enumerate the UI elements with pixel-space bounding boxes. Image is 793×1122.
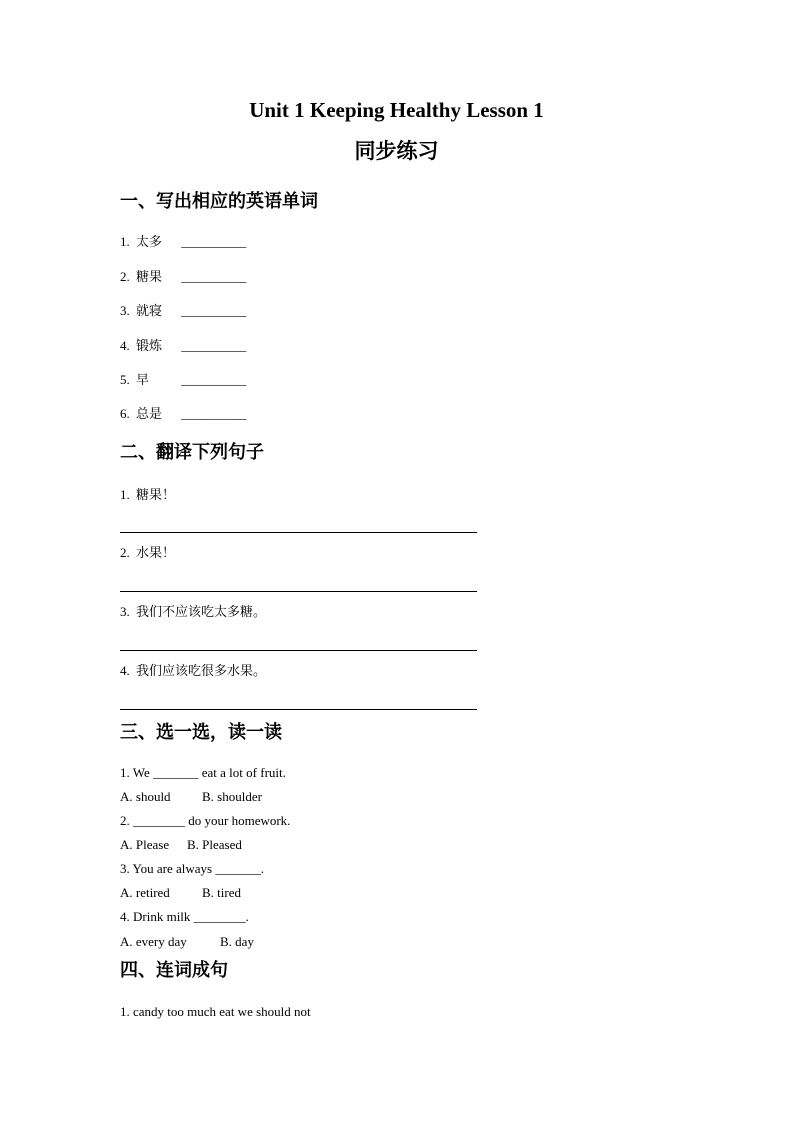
option-a[interactable]: A. Please — [120, 837, 170, 852]
choice-question: 3. You are always _______. — [120, 861, 265, 876]
answer-line[interactable] — [120, 709, 477, 710]
item-number: 4. — [120, 663, 130, 678]
answer-blank[interactable]: __________ — [181, 269, 247, 284]
answer-line[interactable] — [120, 532, 477, 533]
vocab-word: 锻炼 — [136, 339, 163, 354]
vocab-item — [120, 233, 246, 252]
answer-blank[interactable]: __________ — [181, 372, 247, 387]
translate-sentence: 水果！ — [136, 546, 176, 561]
page-title: Unit 1 Keeping Healthy Lesson 1 — [249, 98, 544, 122]
vocab-word: 就寝 — [136, 304, 163, 319]
choice-options — [120, 933, 254, 951]
option-b[interactable]: B. shoulder — [202, 789, 262, 804]
item-number: 6. — [120, 406, 130, 421]
item-number: 4. — [120, 338, 130, 353]
section2-heading: 二、翻译下列句子 — [120, 442, 264, 463]
vocab-word: 总是 — [136, 407, 163, 422]
page-subtitle: 同步练习 — [354, 139, 439, 163]
translate-item — [120, 603, 266, 622]
vocab-item — [120, 371, 246, 390]
option-a[interactable]: A. every day — [120, 934, 187, 949]
item-number: 2. — [120, 545, 130, 560]
answer-line[interactable] — [120, 591, 477, 592]
vocab-item — [120, 268, 246, 287]
choice-options — [120, 836, 242, 854]
item-number: 5. — [120, 372, 130, 387]
translate-item — [120, 544, 175, 563]
section4-heading: 四、连词成句 — [120, 960, 228, 981]
option-b[interactable]: B. tired — [202, 885, 241, 900]
vocab-word: 糖果 — [136, 270, 163, 285]
translate-item — [120, 486, 175, 505]
option-a[interactable]: A. retired — [120, 885, 170, 900]
choice-options — [120, 788, 262, 806]
option-b[interactable]: B. day — [220, 934, 254, 949]
item-number: 3. — [120, 604, 130, 619]
section1-heading: 一、写出相应的英语单词 — [120, 191, 318, 212]
answer-line[interactable] — [120, 650, 477, 651]
answer-blank[interactable]: __________ — [181, 303, 247, 318]
option-b[interactable]: B. Pleased — [187, 837, 242, 852]
answer-blank[interactable]: __________ — [181, 234, 247, 249]
translate-sentence: 我们应该吃很多水果。 — [136, 664, 267, 679]
translate-item — [120, 662, 266, 681]
vocab-item — [120, 337, 246, 356]
option-a[interactable]: A. should — [120, 789, 171, 804]
vocab-item — [120, 302, 246, 321]
translate-sentence: 糖果！ — [136, 488, 176, 503]
item-number: 1. — [120, 234, 130, 249]
scrambled-sentence: 1. candy too much eat we should not — [120, 1004, 311, 1019]
item-number: 1. — [120, 487, 130, 502]
answer-blank[interactable]: __________ — [181, 406, 247, 421]
choice-question: 2. ________ do your homework. — [120, 813, 291, 828]
vocab-item — [120, 405, 246, 424]
translate-sentence: 我们不应该吃太多糖。 — [136, 605, 267, 620]
answer-blank[interactable]: __________ — [181, 338, 247, 353]
choice-options — [120, 884, 241, 902]
choice-question: 4. Drink milk ________. — [120, 909, 249, 924]
vocab-word: 太多 — [136, 235, 163, 250]
item-number: 3. — [120, 303, 130, 318]
choice-question: 1. We _______ eat a lot of fruit. — [120, 765, 286, 780]
item-number: 2. — [120, 269, 130, 284]
vocab-word: 早 — [136, 373, 150, 388]
section3-heading: 三、选一选，读一读 — [120, 722, 282, 743]
